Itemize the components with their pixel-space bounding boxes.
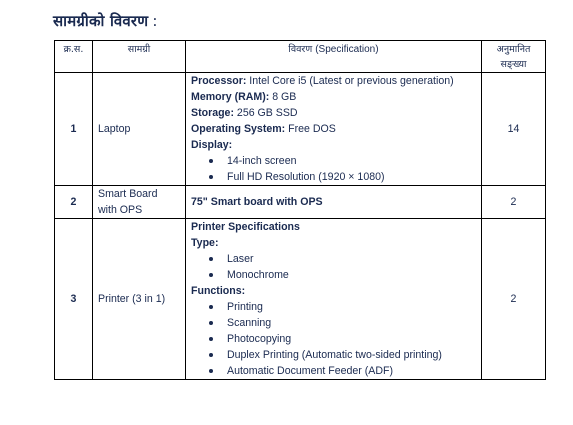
- spec-title: 75" Smart board with OPS: [191, 196, 323, 208]
- spec-label: Processor:: [191, 75, 247, 87]
- row-sn: 1: [55, 73, 93, 186]
- row-sn: 3: [55, 219, 93, 380]
- header-sn: क्र.स.: [55, 41, 93, 73]
- list-item: Monochrome: [191, 267, 476, 283]
- spec-line: [191, 105, 476, 121]
- header-quantity: [482, 41, 546, 73]
- bullet-list: [191, 299, 476, 379]
- spec-label: Functions:: [191, 285, 246, 297]
- header-quantity-line2: सङ्ख्या: [500, 59, 527, 70]
- heading-colon: :: [152, 12, 158, 30]
- header-item: सामग्री: [93, 41, 186, 73]
- row-specification: [186, 219, 482, 380]
- list-item: Automatic Document Feeder (ADF): [191, 363, 476, 379]
- spec-value: 256 GB SSD: [233, 107, 298, 119]
- spec-label: Memory (RAM):: [191, 91, 270, 103]
- section-heading: [53, 11, 158, 31]
- row-item: Laptop: [93, 73, 186, 186]
- spec-value: Intel Core i5 (Latest or previous generation): [246, 75, 454, 87]
- list-item: Photocopying: [191, 331, 476, 347]
- table-row: [55, 219, 546, 380]
- heading-text: सामग्रीको विवरण: [53, 12, 149, 30]
- table-row: [55, 186, 546, 219]
- list-item: Scanning: [191, 315, 476, 331]
- spec-label: Operating System:: [191, 123, 286, 135]
- list-item: Full HD Resolution (1920 × 1080): [191, 169, 476, 185]
- specification-table: [54, 40, 546, 380]
- row-item: [93, 186, 186, 219]
- spec-line: [191, 73, 476, 89]
- row-specification: [186, 186, 482, 219]
- list-item: Laser: [191, 251, 476, 267]
- row-quantity: 14: [482, 73, 546, 186]
- header-description: [186, 41, 482, 73]
- list-item: Printing: [191, 299, 476, 315]
- list-item: Duplex Printing (Automatic two-sided printing): [191, 347, 476, 363]
- header-description-en: (Specification): [315, 44, 379, 55]
- header-quantity-line1: अनुमानित: [496, 44, 531, 55]
- row-item: Printer (3 in 1): [93, 219, 186, 380]
- row-item-line2: with OPS: [98, 204, 143, 216]
- spec-title: Printer Specifications: [191, 221, 300, 233]
- spec-value: Free DOS: [285, 123, 336, 135]
- row-specification: [186, 73, 482, 186]
- row-quantity: 2: [482, 219, 546, 380]
- spec-label: Type:: [191, 237, 219, 249]
- table-row: [55, 73, 546, 186]
- spec-line: [191, 89, 476, 105]
- spec-value: 8 GB: [269, 91, 297, 103]
- bullet-list: [191, 251, 476, 283]
- row-item-line1: Smart Board: [98, 188, 158, 200]
- row-sn: 2: [55, 186, 93, 219]
- spec-line: [191, 121, 476, 137]
- spec-label: Storage:: [191, 107, 234, 119]
- row-quantity: 2: [482, 186, 546, 219]
- list-item: 14-inch screen: [191, 153, 476, 169]
- spec-label: Display:: [191, 139, 233, 151]
- table-header-row: [55, 41, 546, 73]
- header-description-np: विवरण: [288, 44, 313, 55]
- bullet-list: [191, 153, 476, 185]
